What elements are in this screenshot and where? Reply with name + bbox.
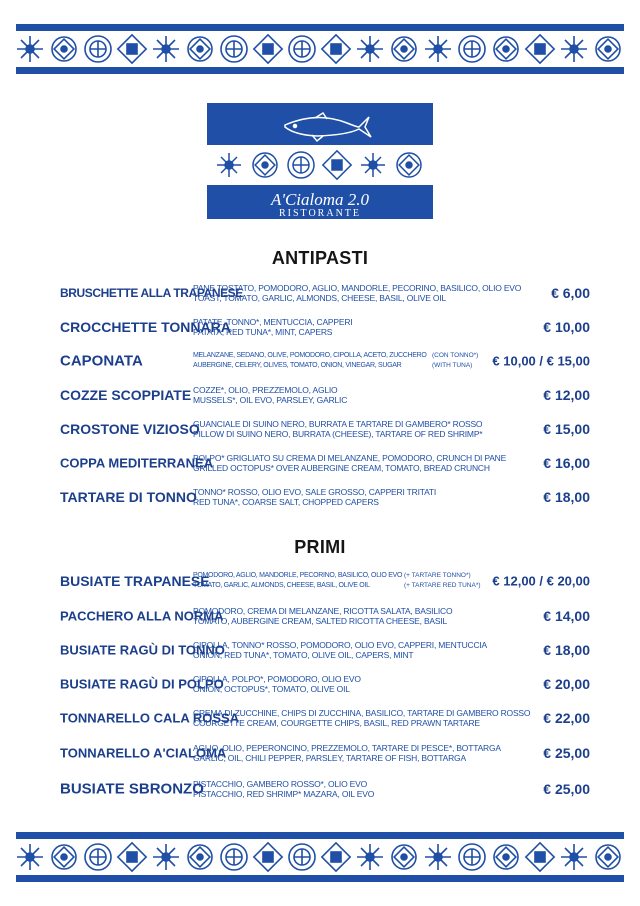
dish-name: CROCCHETTE TONNARA (60, 319, 231, 335)
dish-description: MELANZANE, SEDANO, OLIVE, POMODORO, CIPOLLA, ACETO, ZUCCHERO AUBERGINE, CELERY, OLIVES, TOMATO, ONION, VINEGAR, SUGAR (193, 352, 427, 369)
dish-description: PANE TOSTATO, POMODORO, AGLIO, MANDORLE, PECORINO, BASILICO, OLIO EVO TOAST, TOMATO, GARLIC, ALMONDS, CHEESE, BASIL, OLIVE OIL (193, 283, 522, 303)
menu-item (60, 446, 590, 480)
dish-name: TONNARELLO A'CIALOMA (60, 745, 227, 761)
menu-item (60, 378, 590, 412)
menu-item (60, 736, 590, 770)
dish-price: € 16,00 (543, 455, 590, 471)
dish-price: € 22,00 (543, 710, 590, 726)
dish-price: € 20,00 (543, 676, 590, 692)
top-tile-border (16, 24, 624, 74)
dish-name: BRUSCHETTE ALLA TRAPANESE (60, 286, 243, 300)
dish-name: CAPONATA (60, 352, 143, 370)
dish-note: (+ TARTARE TONNO*) (+ TARTARE RED TUNA*) (404, 572, 481, 589)
dish-price: € 10,00 / € 15,00 (492, 353, 590, 369)
menu-item (60, 412, 590, 446)
dish-name: BUSIATE TRAPANESE (60, 573, 210, 589)
dish-description: GUANCIALE DI SUINO NERO, BURRATA E TARTARE DI GAMBERO* ROSSO PILLOW DI SUINO NERO, BURRATA (CHEESE), TARTARE OF RED SHRIMP* (193, 419, 483, 439)
restaurant-subtitle: RISTORANTE (278, 208, 362, 219)
menu-item (60, 633, 590, 667)
menu-item (60, 564, 590, 598)
dish-name: TARTARE DI TONNO (60, 489, 197, 505)
dish-description: COZZE*, OLIO, PREZZEMOLO, AGLIO MUSSELS*, OIL EVO, PARSLEY, GARLIC (193, 385, 348, 405)
dish-description: PATATE, TONNO*, MENTUCCIA, CAPPERI PATATA, RED TUNA*, MINT, CAPERS (193, 317, 353, 337)
dish-name: CROSTONE VIZIOSO (60, 421, 200, 437)
menu-item (60, 667, 590, 701)
dish-name: TONNARELLO CALA ROSSA (60, 710, 240, 726)
menu-item (60, 772, 590, 806)
dish-price: € 14,00 (543, 608, 590, 624)
dish-description: CIPOLLA, TONNO* ROSSO, POMODORO, OLIO EVO, CAPPERI, MENTUCCIA ONION, RED TUNA*, TOMATO, OLIVE OIL, CAPERS, MINT (193, 640, 488, 660)
dish-name: COPPA MEDITERRANEA (60, 455, 214, 471)
menu-item (60, 344, 590, 378)
dish-description: TONNO* ROSSO, OLIO EVO, SALE GROSSO, CAPPERI TRITATI RED TUNA*, COARSE SALT, CHOPPED CAPERS (193, 487, 437, 507)
restaurant-logo (207, 103, 433, 219)
dish-description: CREMA DI ZUCCHINE, CHIPS DI ZUCCHINA, BASILICO, TARTARE DI GAMBERO ROSSO COURGETTE CREAM, COURGETTE CHIPS, BASIL, RED PRAWN TARTARE (193, 708, 531, 728)
menu-item (60, 599, 590, 633)
menu-item (60, 276, 590, 310)
dish-price: € 18,00 (543, 489, 590, 505)
menu-item (60, 480, 590, 514)
dish-description: POLPO* GRIGLIATO SU CREMA DI MELANZANE, POMODORO, CRUNCH DI PANE GRILLED OCTOPUS* OVER AUBERGINE CREAM, TOMATO, BREAD CRUNCH (193, 453, 507, 473)
dish-name: PACCHERO ALLA NORMA (60, 608, 224, 624)
dish-name: COZZE SCOPPIATE (60, 387, 192, 403)
dish-price: € 18,00 (543, 642, 590, 658)
dish-price: € 25,00 (543, 781, 590, 797)
dish-price: € 25,00 (543, 745, 590, 761)
dish-price: € 12,00 / € 20,00 (492, 573, 590, 589)
menu-item (60, 701, 590, 735)
dish-price: € 12,00 (543, 387, 590, 403)
dish-note: (CON TONNO*) (WITH TUNA) (432, 352, 479, 369)
dish-description: POMODORO, AGLIO, MANDORLE, PECORINO, BASILICO, OLIO EVO TOMATO, GARLIC, ALMONDS, CHEESE, BASIL, OLIVE OIL (193, 572, 403, 589)
restaurant-name: A'Cialoma 2.0 (270, 190, 370, 209)
dish-description: AGLIO, OLIO, PEPERONCINO, PREZZEMOLO, TARTARE DI PESCE*, BOTTARGA GARLIC, OIL, CHILI PEPPER, PARSLEY, TARTARE OF FISH, BOTTARGA (193, 743, 501, 763)
dish-name: BUSIATE RAGÙ DI POLPO (60, 676, 224, 692)
menu-item (60, 310, 590, 344)
bottom-tile-border (16, 832, 624, 882)
dish-price: € 15,00 (543, 421, 590, 437)
dish-name: BUSIATE RAGÙ DI TONNO (60, 642, 225, 658)
dish-price: € 10,00 (543, 319, 590, 335)
dish-description: PISTACCHIO, GAMBERO ROSSO*, OLIO EVO PISTACCHIO, RED SHRIMP* MAZARA, OIL EVO (193, 779, 375, 799)
section-title-antipasti: ANTIPASTI (271, 248, 369, 268)
dish-description: CIPOLLA, POLPO*, POMODORO, OLIO EVO ONION, OCTOPUS*, TOMATO, OLIVE OIL (193, 674, 361, 694)
dish-price: € 6,00 (551, 285, 590, 301)
dish-name: BUSIATE SBRONZO (60, 780, 204, 798)
dish-description: POMODORO, CREMA DI MELANZANE, RICOTTA SALATA, BASILICO TOMATO, AUBERGINE CREAM, SALTED RICOTTA CHEESE, BASIL (193, 606, 453, 626)
section-title-primi: PRIMI (294, 537, 346, 557)
